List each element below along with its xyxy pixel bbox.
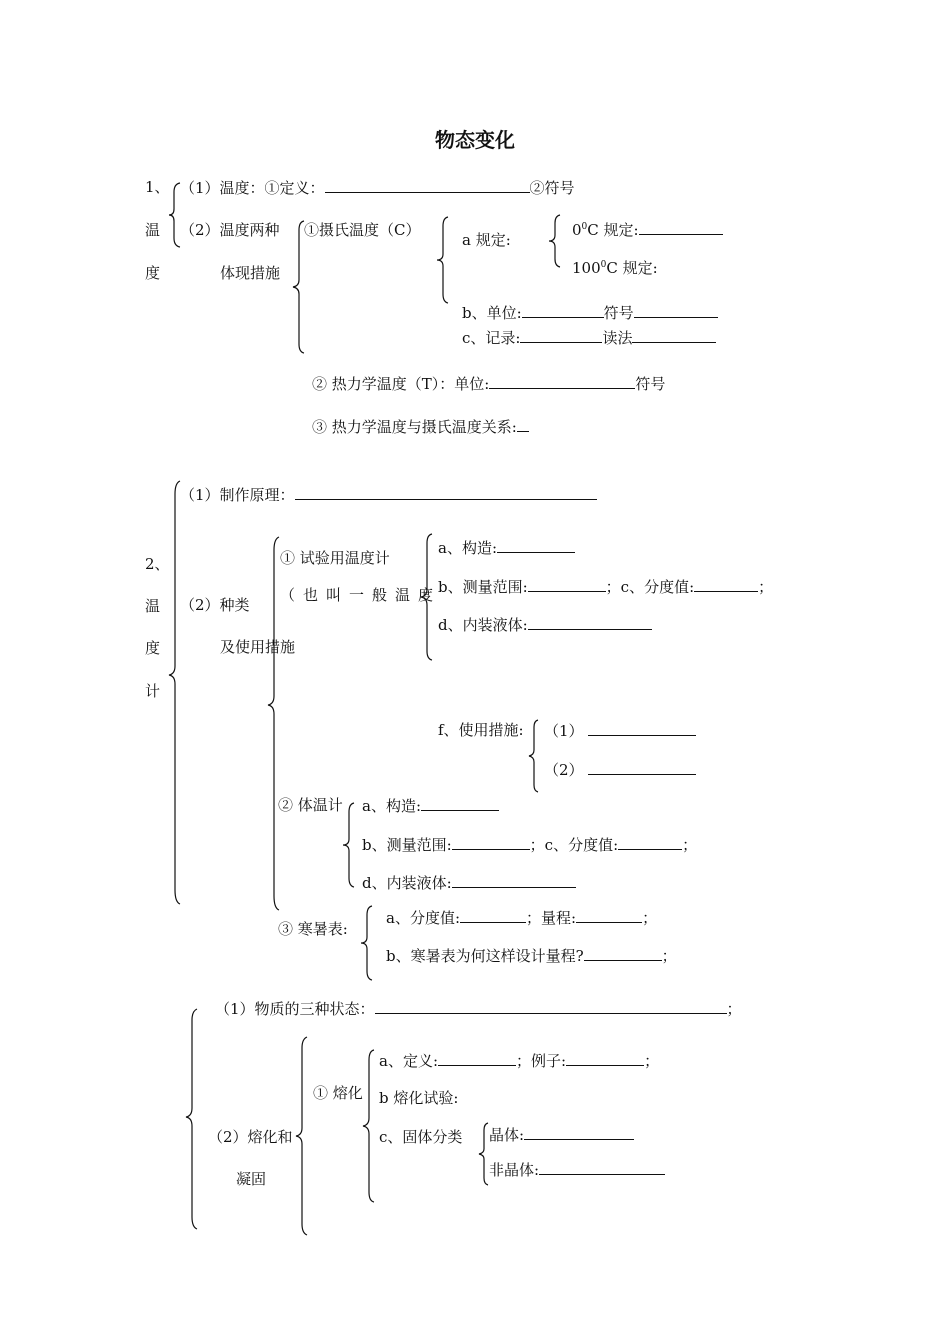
zero-rule-label: C 规定: [587, 221, 639, 239]
principle-row [180, 485, 597, 504]
read-label: 读法 [602, 329, 633, 347]
division-label: ；c、分度值: [529, 836, 619, 854]
three-states-blank[interactable] [375, 999, 727, 1014]
melting-brace [362, 1049, 376, 1203]
range-blank[interactable] [528, 577, 606, 592]
definition-blank[interactable] [438, 1051, 516, 1066]
hundred-rule-row: $100^0C$ 规定: [572, 259, 658, 277]
two-scales-label-2: 体现措施 [220, 264, 281, 282]
construction-label: a、构造: [362, 797, 421, 815]
melting-label: ① 熔化 [313, 1084, 363, 1102]
three-states-row: （1）物质的三种状态： ； [215, 1000, 742, 1018]
celsius-record-row [462, 328, 716, 347]
document-title: 物态变化 [435, 128, 515, 152]
usage-blank-1[interactable] [588, 721, 696, 736]
crystal-row [489, 1125, 634, 1144]
celsius-brace [436, 216, 450, 304]
usage-item-2: （2） [544, 760, 696, 779]
minmax-division-row: a、分度值: ；量程: ； [386, 909, 658, 927]
measure-range-blank[interactable] [576, 908, 642, 923]
section2-label-char: 计 [145, 682, 161, 700]
three-states-label: （1）物质的三种状态： [215, 1000, 375, 1018]
temperature-definition-label: （1）温度：①定义： [180, 179, 325, 197]
definition-label: a、定义: [379, 1052, 438, 1070]
range-blank[interactable] [452, 835, 530, 850]
section2-label-char: 温 [145, 597, 161, 615]
lab-liquid-row [438, 615, 652, 634]
read-blank[interactable] [632, 328, 716, 343]
amorphous-row [489, 1160, 665, 1179]
section1-label-char: 度 [145, 264, 161, 282]
types-label-1: （2）种类 [180, 596, 250, 614]
section2-brace [168, 480, 182, 905]
temperature-definition-row [180, 178, 575, 197]
section1-number: 1、 [145, 178, 170, 196]
relation-blank[interactable] [517, 417, 529, 432]
celsius-rule-brace [548, 214, 562, 268]
relation-row [312, 417, 529, 436]
hundred-rule-clip [570, 256, 710, 277]
clinical-liquid-row [362, 873, 576, 892]
amorphous-blank[interactable] [539, 1160, 665, 1175]
minmax-thermometer-brace [360, 905, 374, 981]
measure-range-label: ；量程: [526, 909, 577, 927]
clinical-construction-row [362, 796, 499, 815]
definition-blank[interactable] [325, 178, 530, 193]
melting-experiment-label: b 熔化试验: [379, 1089, 459, 1107]
liquid-label: d、内装液体: [362, 874, 452, 892]
lab-thermometer-label-1: ① 试验用温度计 [280, 549, 390, 567]
usage-item-1: （1） [544, 721, 696, 740]
lab-construction-row [438, 538, 575, 557]
example-blank[interactable] [566, 1051, 644, 1066]
symbol-label: ②符号 [529, 179, 575, 197]
usage-brace [528, 719, 540, 793]
principle-label: （1）制作原理： [180, 486, 295, 504]
clinical-thermometer-label: ② 体温计 [278, 796, 343, 814]
relation-label: ③ 热力学温度与摄氏温度关系: [312, 418, 517, 436]
celsius-label: ①摄氏温度（C） [304, 221, 421, 239]
construction-label: a、构造: [438, 539, 497, 557]
thermodynamic-row [312, 374, 665, 393]
clinical-thermometer-brace [342, 802, 356, 888]
types-label-2: 及使用措施 [220, 638, 296, 656]
thermodynamic-label: ② 热力学温度（T）：单位: [312, 375, 490, 393]
symbol-blank[interactable] [634, 303, 718, 318]
construction-blank[interactable] [497, 538, 575, 553]
record-blank[interactable] [520, 328, 602, 343]
lab-thermometer-brace [420, 533, 434, 661]
symbol-label: 符号 [603, 304, 634, 322]
division-blank[interactable] [694, 577, 758, 592]
section2-number: 2、 [145, 555, 170, 573]
liquid-blank[interactable] [528, 615, 652, 630]
division-blank[interactable] [460, 908, 526, 923]
melting-solidification-label-1: （2）熔化和 [208, 1128, 293, 1146]
two-scales-label-1: （2）温度两种 [180, 221, 280, 239]
division-label: a、分度值: [386, 909, 460, 927]
crystal-label: 晶体: [489, 1126, 525, 1144]
lab-range-row: b、测量范围: ；c、分度值: ； [438, 578, 774, 596]
amorphous-label: 非晶体: [489, 1161, 540, 1179]
crystal-blank[interactable] [524, 1125, 634, 1140]
melting-definition-row: a、定义: ；例子: ； [379, 1052, 660, 1070]
section1-label-char: 温 [145, 221, 161, 239]
melting-solidification-label-2: 凝固 [236, 1170, 267, 1188]
unit-label: b、单位: [462, 304, 522, 322]
division-blank[interactable] [618, 835, 682, 850]
temperature-scales-brace [292, 220, 306, 354]
example-label: ；例子: [516, 1052, 567, 1070]
range-label: b、测量范围: [438, 578, 528, 596]
division-label: ；c、分度值: [605, 578, 695, 596]
celsius-unit-row [462, 303, 718, 322]
construction-blank[interactable] [421, 796, 499, 811]
design-question-blank[interactable] [584, 946, 662, 961]
section2-label-char: 度 [145, 639, 161, 657]
liquid-blank[interactable] [452, 873, 576, 888]
liquid-label: d、内装液体: [438, 616, 528, 634]
minmax-design-row: b、寒暑表为何这样设计量程? ； [386, 947, 677, 965]
zero-rule-blank[interactable] [639, 220, 723, 235]
lab-thermometer-label-2: （也叫一般温度 [280, 586, 442, 604]
minmax-thermometer-label: ③ 寒暑表: [278, 920, 348, 938]
melting-solidification-brace [295, 1036, 309, 1236]
usage-blank-2[interactable] [588, 760, 696, 775]
solid-classification-clip [378, 1128, 488, 1146]
thermodynamic-unit-blank[interactable] [489, 374, 635, 389]
zero-rule-row: $0^0C$ 规定: [572, 218, 723, 239]
principle-blank[interactable] [295, 485, 597, 500]
unit-blank[interactable] [522, 303, 604, 318]
thermodynamic-symbol-label: 符号 [635, 375, 666, 393]
usage-label: f、使用措施: [438, 721, 524, 739]
celsius-rule-label: a 规定: [462, 231, 511, 249]
types-brace [267, 536, 281, 911]
section3-brace [185, 1008, 199, 1230]
record-label: c、记录: [462, 329, 521, 347]
design-question-label: b、寒暑表为何这样设计量程? [386, 947, 584, 965]
range-label: b、测量范围: [362, 836, 452, 854]
clinical-range-row: b、测量范围: ；c、分度值: ； [362, 836, 698, 854]
solid-classification-label: c、固体分类 [379, 1128, 463, 1146]
hundred-rule-label: C 规定: [606, 259, 658, 277]
